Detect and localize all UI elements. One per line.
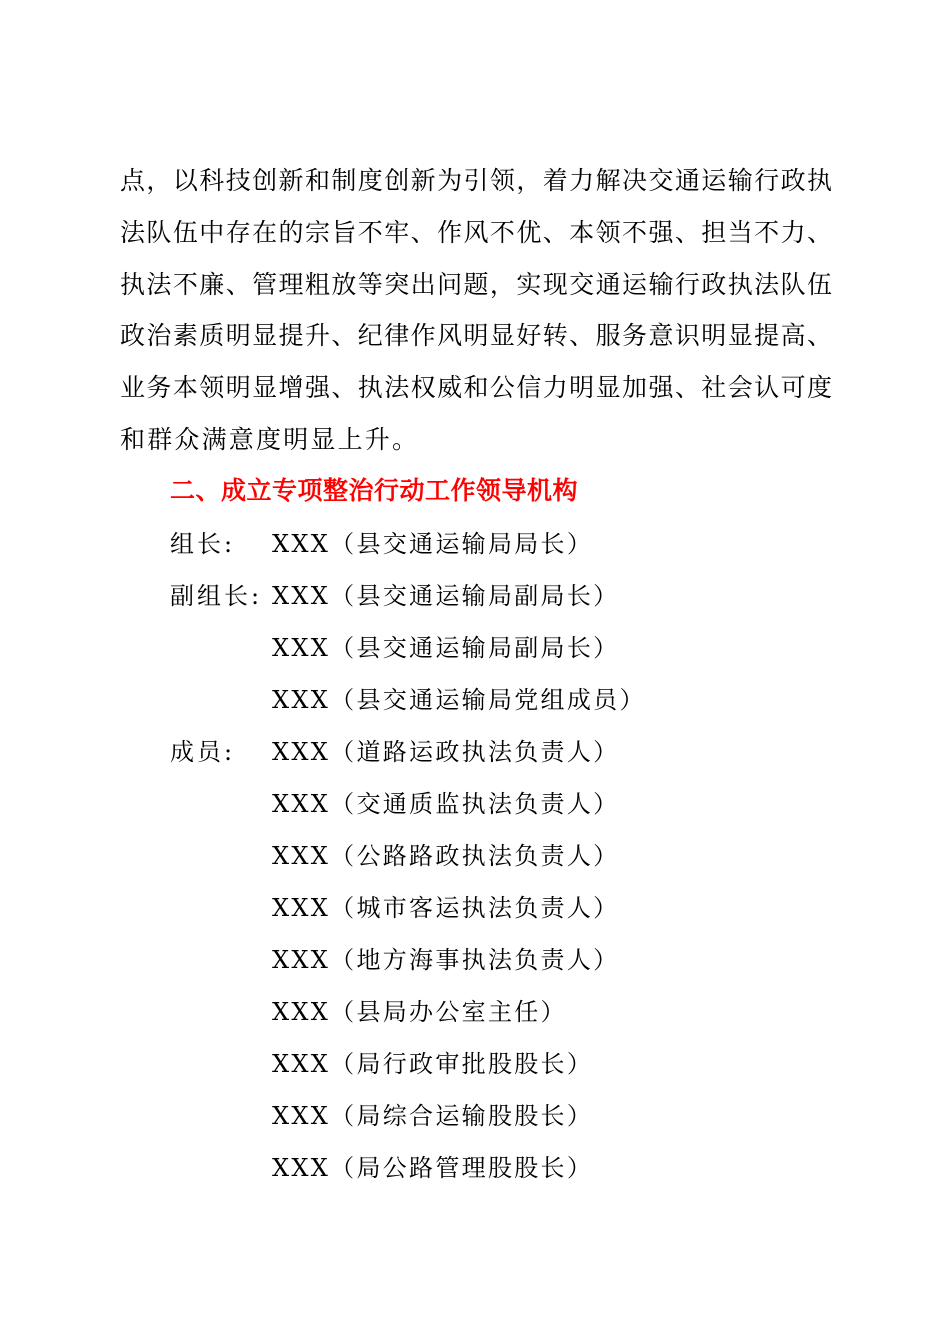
member-entry: XXX（县交通运输局党组成员） xyxy=(272,686,646,714)
member-entry: XXX（局公路管理股股长） xyxy=(272,1154,594,1182)
member-entry: XXX（局行政审批股股长） xyxy=(272,1050,594,1078)
member-entry: XXX（公路路政执法负责人） xyxy=(272,842,620,870)
member-entry: XXX（县交通运输局副局长） xyxy=(272,582,620,610)
member-entry: XXX（县局办公室主任） xyxy=(272,998,567,1026)
role-label: 组长: xyxy=(170,530,236,558)
paragraph-line: 法队伍中存在的宗旨不牢、作风不优、本领不强、担当不力、 xyxy=(120,218,832,247)
paragraph-line: 点，以科技创新和制度创新为引领，着力解决交通运输行政执 xyxy=(120,166,832,195)
paragraph-line: 政治素质明显提升、纪律作风明显好转、服务意识明显提高、 xyxy=(120,321,832,350)
member-entry: XXX（局综合运输股股长） xyxy=(272,1102,594,1130)
paragraph-line: 业务本领明显增强、执法权威和公信力明显加强、社会认可度 xyxy=(120,373,832,402)
member-entry: XXX（道路运政执法负责人） xyxy=(272,738,620,766)
paragraph-line: 执法不廉、管理粗放等突出问题，实现交通运输行政执法队伍 xyxy=(120,270,832,299)
member-entry: XXX（城市客运执法负责人） xyxy=(272,894,620,922)
role-label: 副组长: xyxy=(170,582,263,610)
section-heading: 二、成立专项整治行动工作领导机构 xyxy=(170,476,579,505)
member-entry: XXX（交通质监执法负责人） xyxy=(272,790,620,818)
member-entry: XXX（地方海事执法负责人） xyxy=(272,946,620,974)
member-entry: XXX（县交通运输局副局长） xyxy=(272,634,620,662)
role-label: 成员: xyxy=(170,738,236,766)
paragraph-line: 和群众满意度明显上升。 xyxy=(120,425,420,454)
member-entry: XXX（县交通运输局局长） xyxy=(272,530,594,558)
